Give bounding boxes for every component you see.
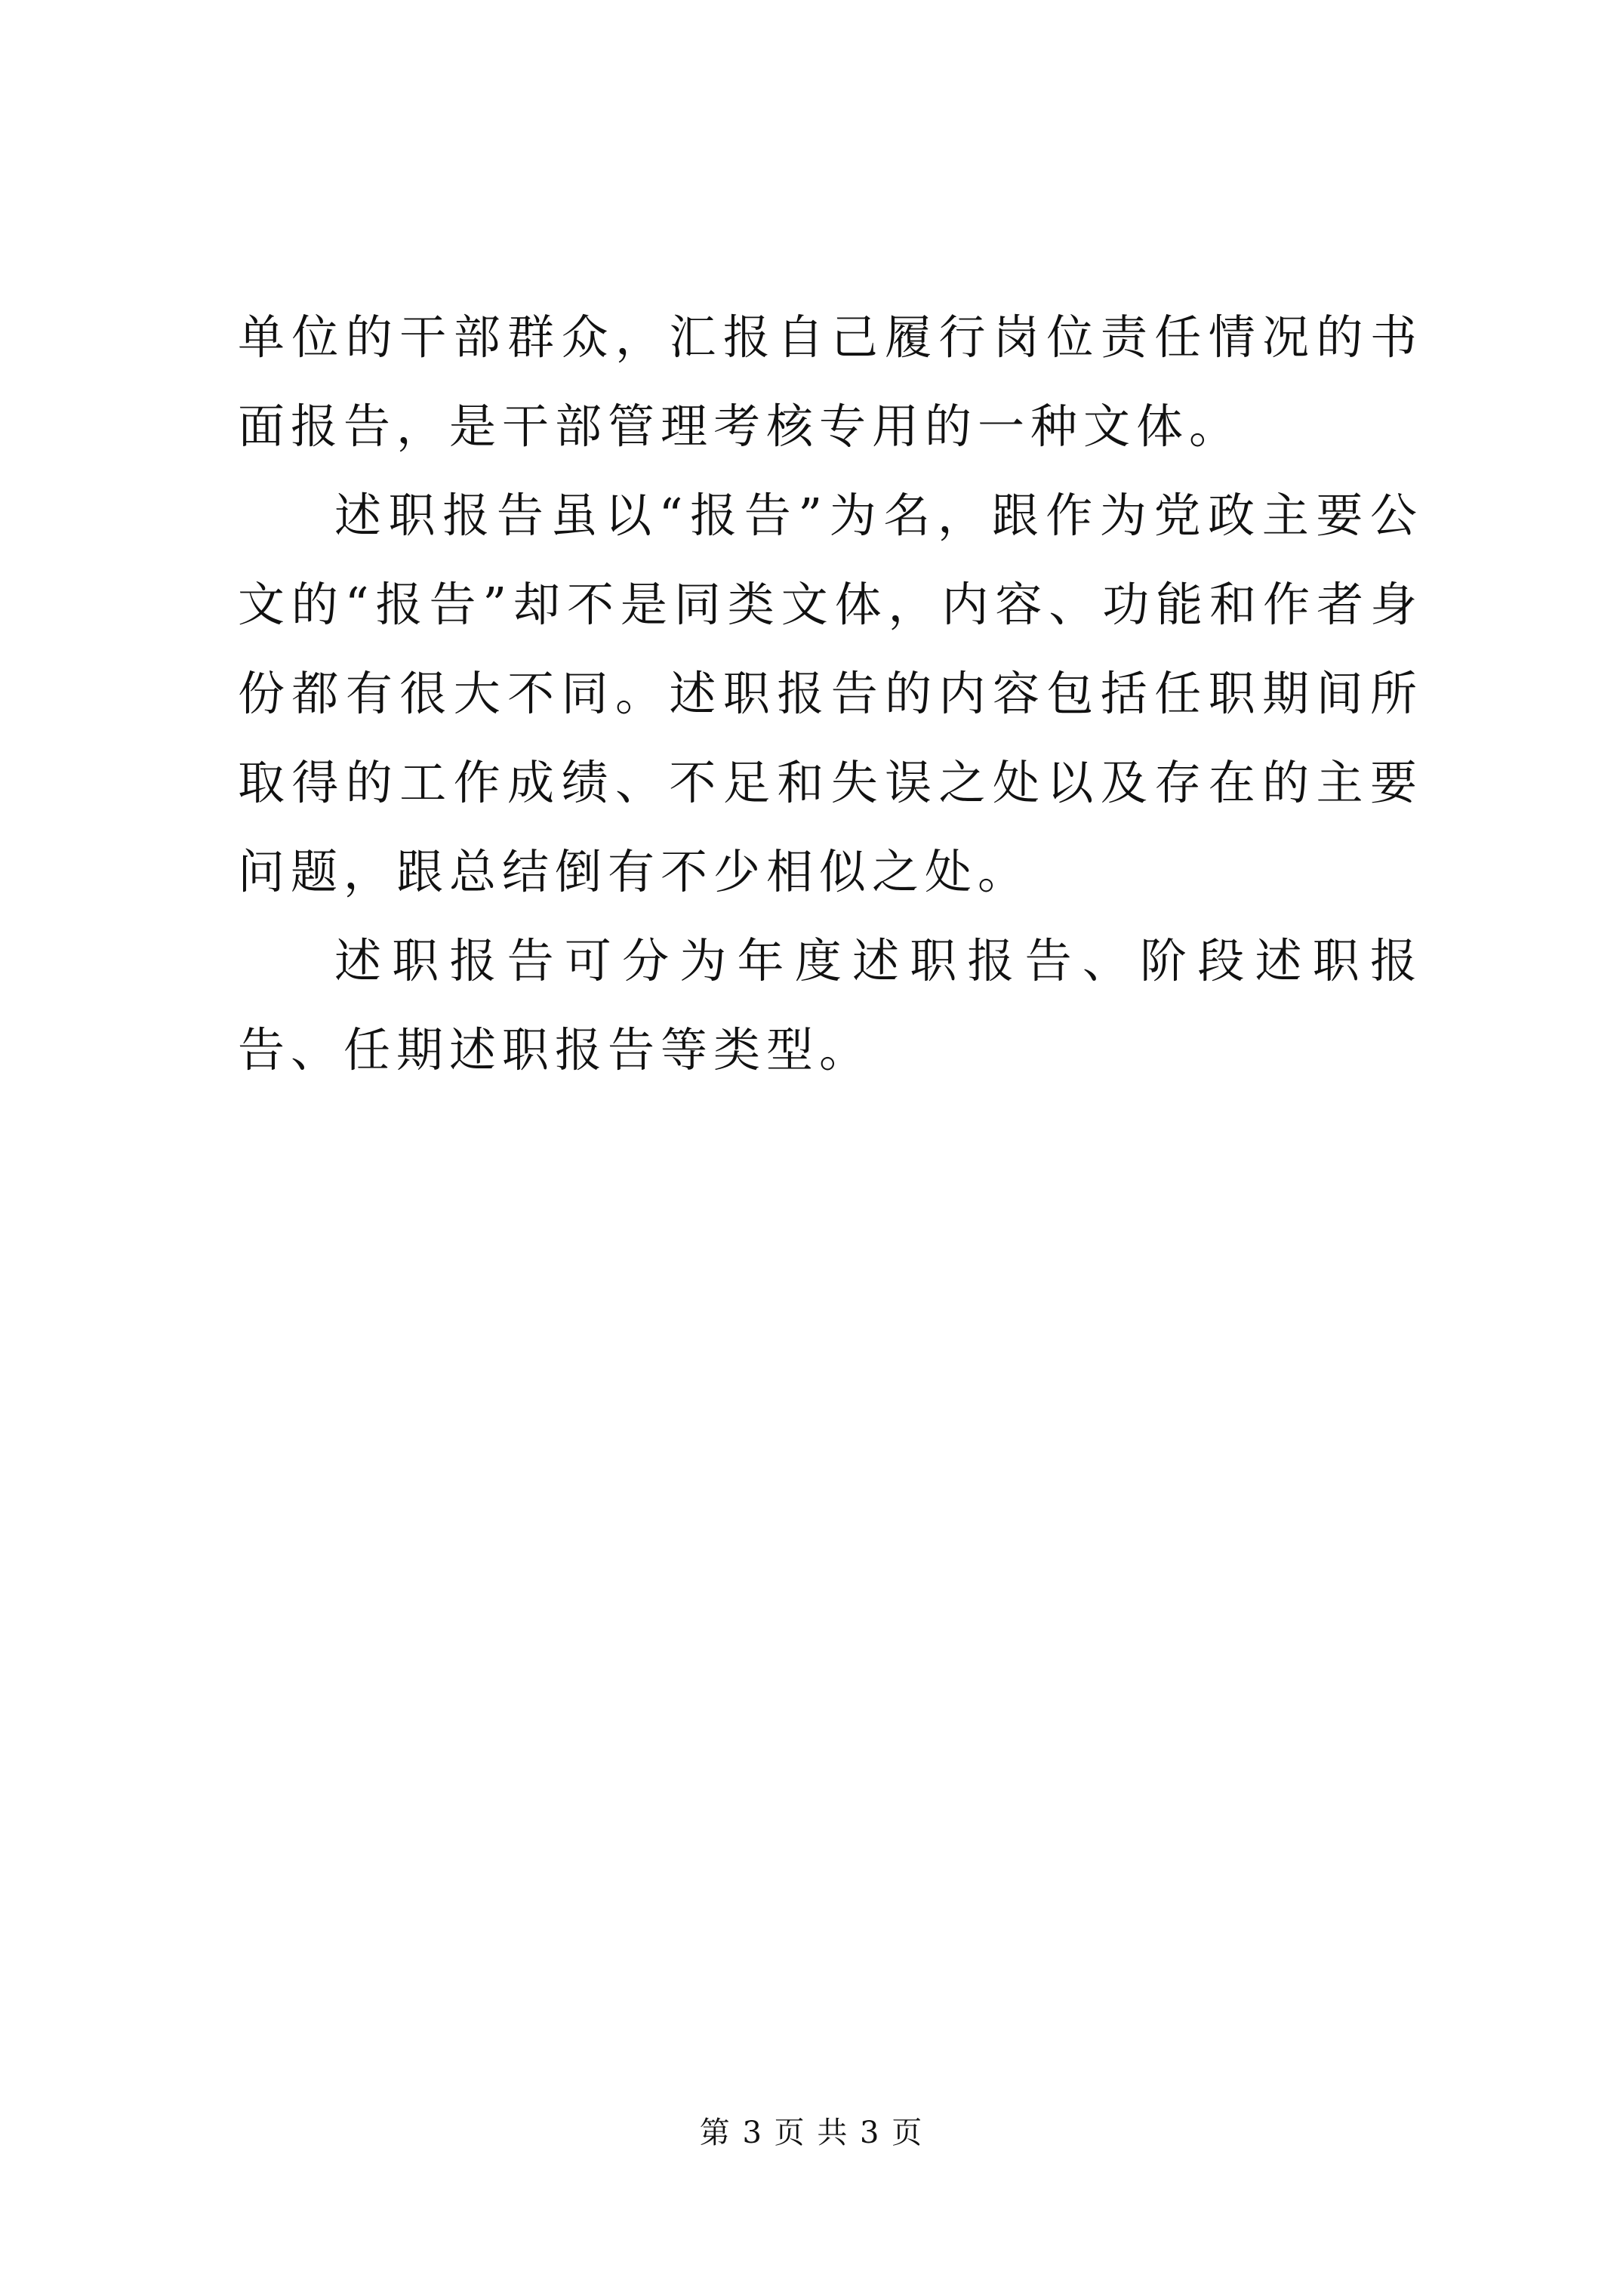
document-body: [238, 293, 1423, 1095]
paragraph-continued: 单位的干部群众，汇报自己履行岗位责任情况的书面报告，是干部管理考核专用的一种文体。: [238, 310, 1423, 454]
paragraph-report-definition: 述职报告虽以“报告”为名，跟作为党政主要公文的“报告”却不是同类文体，内容、功能和作者身份都有很大不同。述职报告的内容包括任职期间所取得的工作成绩、不足和失误之处以及存在的主要问题，跟总结倒有不少相似之处。: [238, 488, 1423, 899]
paragraph-report-types: 述职报告可分为年度述职报告、阶段述职报告、任期述职报告等类型。: [238, 933, 1423, 1077]
page-footer: 第 3 页 共 3 页: [699, 2116, 924, 2150]
